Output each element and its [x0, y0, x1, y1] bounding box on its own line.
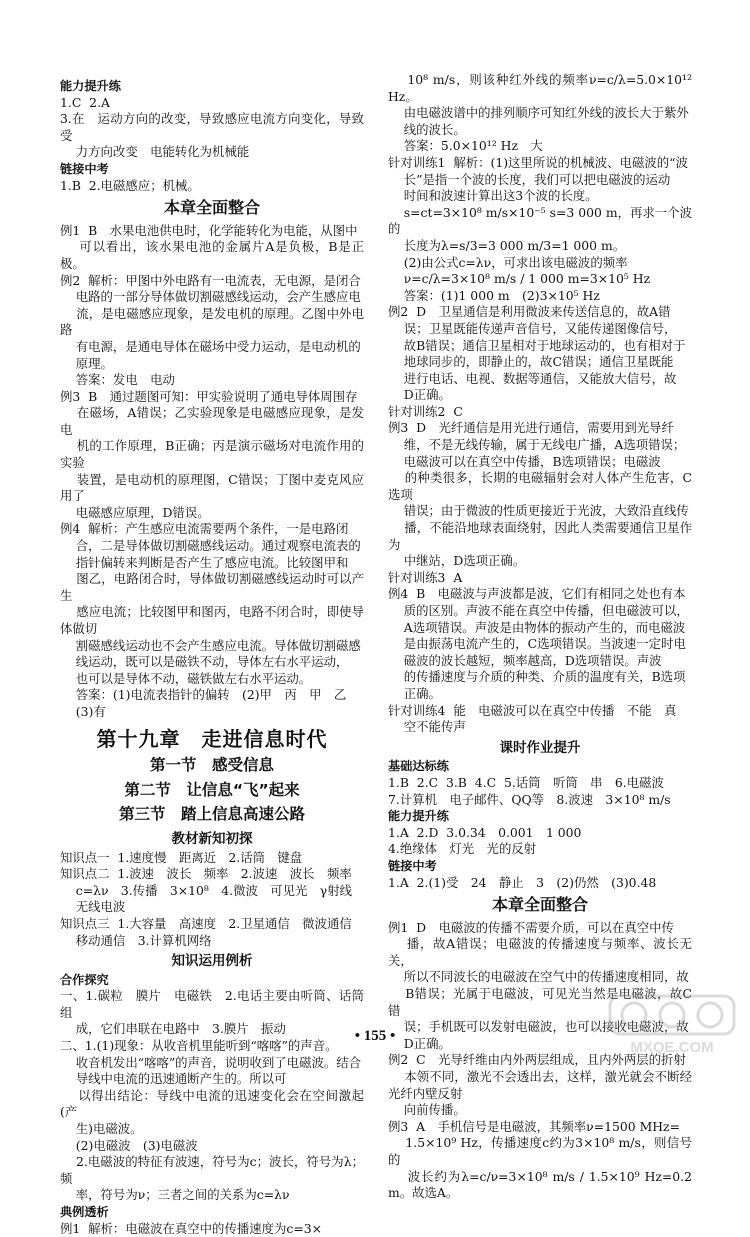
text-block: 例3 A 手机信号是电磁波，其频率ν=1500 MHz= 1.5×10⁹ Hz，传播速度c约为3×10⁸ m/s，则信号的 波长约为λ=c/ν=3×10⁸ m/s / 1.5×10⁹ Hz=0.2 m。故选A。 [388, 1118, 692, 1201]
text-block: 1.B 2.C 3.B 4.C 5.话筒 听筒 串 6.电磁波 7.计算机 电子邮件、QQ等 8.波速 3×10⁸ m/s [388, 774, 671, 807]
text-block: 二、1.(1)现象：从收音机里能听到“喀喀”的声音。 收音机发出“喀喀”的声音，说明收到了电磁波。结合 导线中电流的迅速通断产生的。所以可 以得出结论：导线中电流的迅速变化会在空间激起(产 生)电磁波。 (2)电磁波 (3)电磁波 2.电磁波的特征有波速，符号为c；波长，符号为λ；频 率，符号为ν；三者之间的关系为c=λν [60, 1038, 364, 1203]
text-block: 1.C 2.A [60, 94, 110, 110]
text-block: 例2 C 光导纤维由内外两层组成，且内外两层的折射 本领不同，激光不会透出去，这样，激光就会不断经光纤内壁反射 向前传播。 [388, 1052, 692, 1118]
text-block: 答案：(1)电流表指针的偏转 (2)甲 丙 甲 乙 (3)有 [75, 687, 347, 719]
text-block: 知识点一 1.速度慢 距离近 2.话筒 键盘 [60, 849, 303, 865]
lesson-title: 第三节 踏上信息高速公路 [118, 805, 305, 824]
left-column [60, 78, 364, 1237]
part-heading: 知识运用例析 [171, 953, 253, 970]
text-block: 例1 B 水果电池供电时，化学能转化为电能，从图中 可以看出，该水果电池的金属片A是负极，B是正极。 [60, 222, 364, 271]
text-block: 例3 B 通过题图可知：甲实验说明了通电导体周围存 在磁场，A错误；乙实验现象是电磁感应现象，是发电 机的工作原理，B正确；丙是演示磁场对电流作用的实验 装置，是电动机的原理图，C错误；丁图中麦克风应用了 电磁感应原理，D错误。 [60, 388, 364, 520]
text-block: 例3 D 光纤通信是用光进行通信，需要用到光导纤 维，不是无线传输，属于无线电广播，A选项错误； 电磁波可以在真空中传播，B选项错误；电磁波 的种类很多，长期的电磁辐射会对人体产生危害，C选项 错误；由于微波的性质更接近于光波，大致沿直线传 播，不能沿地球表面绕射，因此人类需要通信卫星作为 中继站，D选项正确。 [388, 420, 692, 569]
text-block: 10⁸ m/s，则该种红外线的频率ν=c/λ=5.0×10¹² Hz。 由电磁波谱中的排列顺序可知红外线的波长大于紫外 线的波长。 [388, 72, 692, 137]
text-block: 针对训练1 解析：(1)这里所说的机械波、电磁波的“波 长”是指一个波的长度，我们可以把电磁波的运动 时间和波速计算出这3个波的长度。 s=ct=3×10⁸ m/s×10⁻⁵ s=3 000 m，再求一个波的 长度为λ=s/3=3 000 m/3=1 000 m。 (2)由公式c=λν，可求出该电磁波的频率 ν=c/λ=3×10⁸ m/s / 1 000 m=3×10⁵ Hz [388, 154, 692, 287]
text-block: 1.B 2.电磁感应；机械。 [60, 177, 200, 193]
section-title: 本章全面整合 [163, 198, 260, 218]
lesson-title: 第一节 感受信息 [149, 756, 274, 775]
subsection-heading: 链接中考 [60, 161, 109, 176]
subsection-heading: 合作探究 [60, 972, 109, 987]
text-block: 一、1.碳粒 膜片 电磁铁 2.电话主要由听筒、话筒组 成，它们串联在电路中 3.膜片 振动 [60, 988, 364, 1037]
text-block: 3.在 运动方向的改变，导致感应电流方向变化，导致受 力方向改变 电能转化为机械能 [60, 111, 364, 160]
watermark-logo [608, 992, 736, 1058]
text-block: 知识点二 1.波速 波长 频率 2.波速 波长 频率 c=λν 3.传播 3×10⁸ 4.微波 可见光 γ射线 无线电波 [60, 866, 352, 915]
text-block: 例2 D 卫星通信是利用微波来传送信息的，故A错 误；卫星既能传递声音信号，又能传递图像信号， 故B错误；通信卫星相对于地球运动的，也有相对于 地球同步的，即静止的，故C错误；通信卫星既能 进行电话、电视、数据等通信，又能放大信号，故 D正确。 [388, 304, 686, 403]
text-block: 1.A 2.D 3.0.34 0.001 1 000 4.绝缘体 灯光 光的反射 [388, 824, 582, 857]
lesson-title: 第二节 让信息“飞”起来 [124, 780, 300, 799]
text-block: 例1 解析：电磁波在真空中的传播速度为c=3× [60, 1220, 322, 1236]
text-block: 答案：5.0×10¹² Hz 大 [388, 138, 543, 154]
part-heading: 教材新知初探 [171, 830, 253, 847]
text-block: 针对训练2 C [388, 403, 463, 419]
subsection-heading: 能力提升练 [60, 79, 121, 93]
text-block: 例1 D 电磁波的传播不需要介质，可以在真空中传 播，故A错误；电磁波的传播速度与频率、波长无关， 所以不同波长的电磁波在空气中的传播速度相同，故 B错误；光属于电磁波，可见光当然是电磁波，故C错 误；手机既可以发射电磁波，也可以接收电磁波，故 D正确。 [388, 919, 692, 1051]
subsection-heading: 典例透析 [60, 1205, 109, 1219]
subsection-heading: 链接中考 [388, 858, 437, 873]
text-block: 针对训练3 A [388, 569, 463, 585]
text-block: 1.A 2.(1)受 24 静止 3 (2)仍然 (3)0.48 [388, 874, 657, 890]
text-block: 答案：发电 电动 [60, 372, 175, 388]
page-number: • 155 • [354, 1028, 396, 1044]
part-heading: 课时作业提升 [499, 739, 581, 756]
text-block: 知识点三 1.大容量 高速度 2.卫星通信 微波通信 移动通信 3.计算机网络 [60, 915, 352, 948]
watermark-text: MXQE.COM [630, 1039, 714, 1056]
text-block: 例4 解析：产生感应电流需要两个条件，一是电路闭 合，二是导体做切割磁感线运动。通过观察电流表的 指针偏转来判断是否产生了感应电流。比较图甲和 图乙，电路闭合时，导体做切割磁感线运动时可以产生 感应电流；比较图甲和图丙，电路不闭合时，即使导体做切 割磁感线运动也不会产生感应电流。导体做切割磁感 线运动，既可以是磁铁不动，导体左右水平运动， 也可以是导体不动，磁铁做左右水平运动。 [60, 521, 364, 686]
text-block: 例2 解析：甲图中外电路有一电流表，无电源，是闭合 电路的一部分导体做切割磁感线运动，会产生感应电 流，是电磁感应现象，是发电机的原理。乙图中外电路 有电源，是通电导体在磁场中受力运动，是电动机的 原理。 [60, 272, 364, 371]
text-block: 例4 B 电磁波与声波都是波，它们有相同之处也有本 质的区别。声波不能在真空中传播，但电磁波可以， A选项错误。声波是由物体的振动产生的，而电磁波 是由振荡电流产生的，C选项错误。当波速一定时电 磁波的波长越短，频率越高，D选项错误。声波 的传播速度与介质的种类、介质的温度有关，B选项 正确。 [388, 586, 689, 701]
text-block: 针对训练4 能 电磁波可以在真空中传播 不能 真 空不能传声 [388, 702, 677, 735]
subsection-heading: 基础达标练 [388, 759, 449, 774]
subsection-heading: 能力提升练 [388, 809, 449, 824]
section-title: 本章全面整合 [491, 895, 588, 915]
chapter-title: 第十九章 走进信息时代 [96, 726, 328, 751]
text-block: 答案：(1)1 000 m (2)3×10⁵ Hz [388, 287, 600, 303]
